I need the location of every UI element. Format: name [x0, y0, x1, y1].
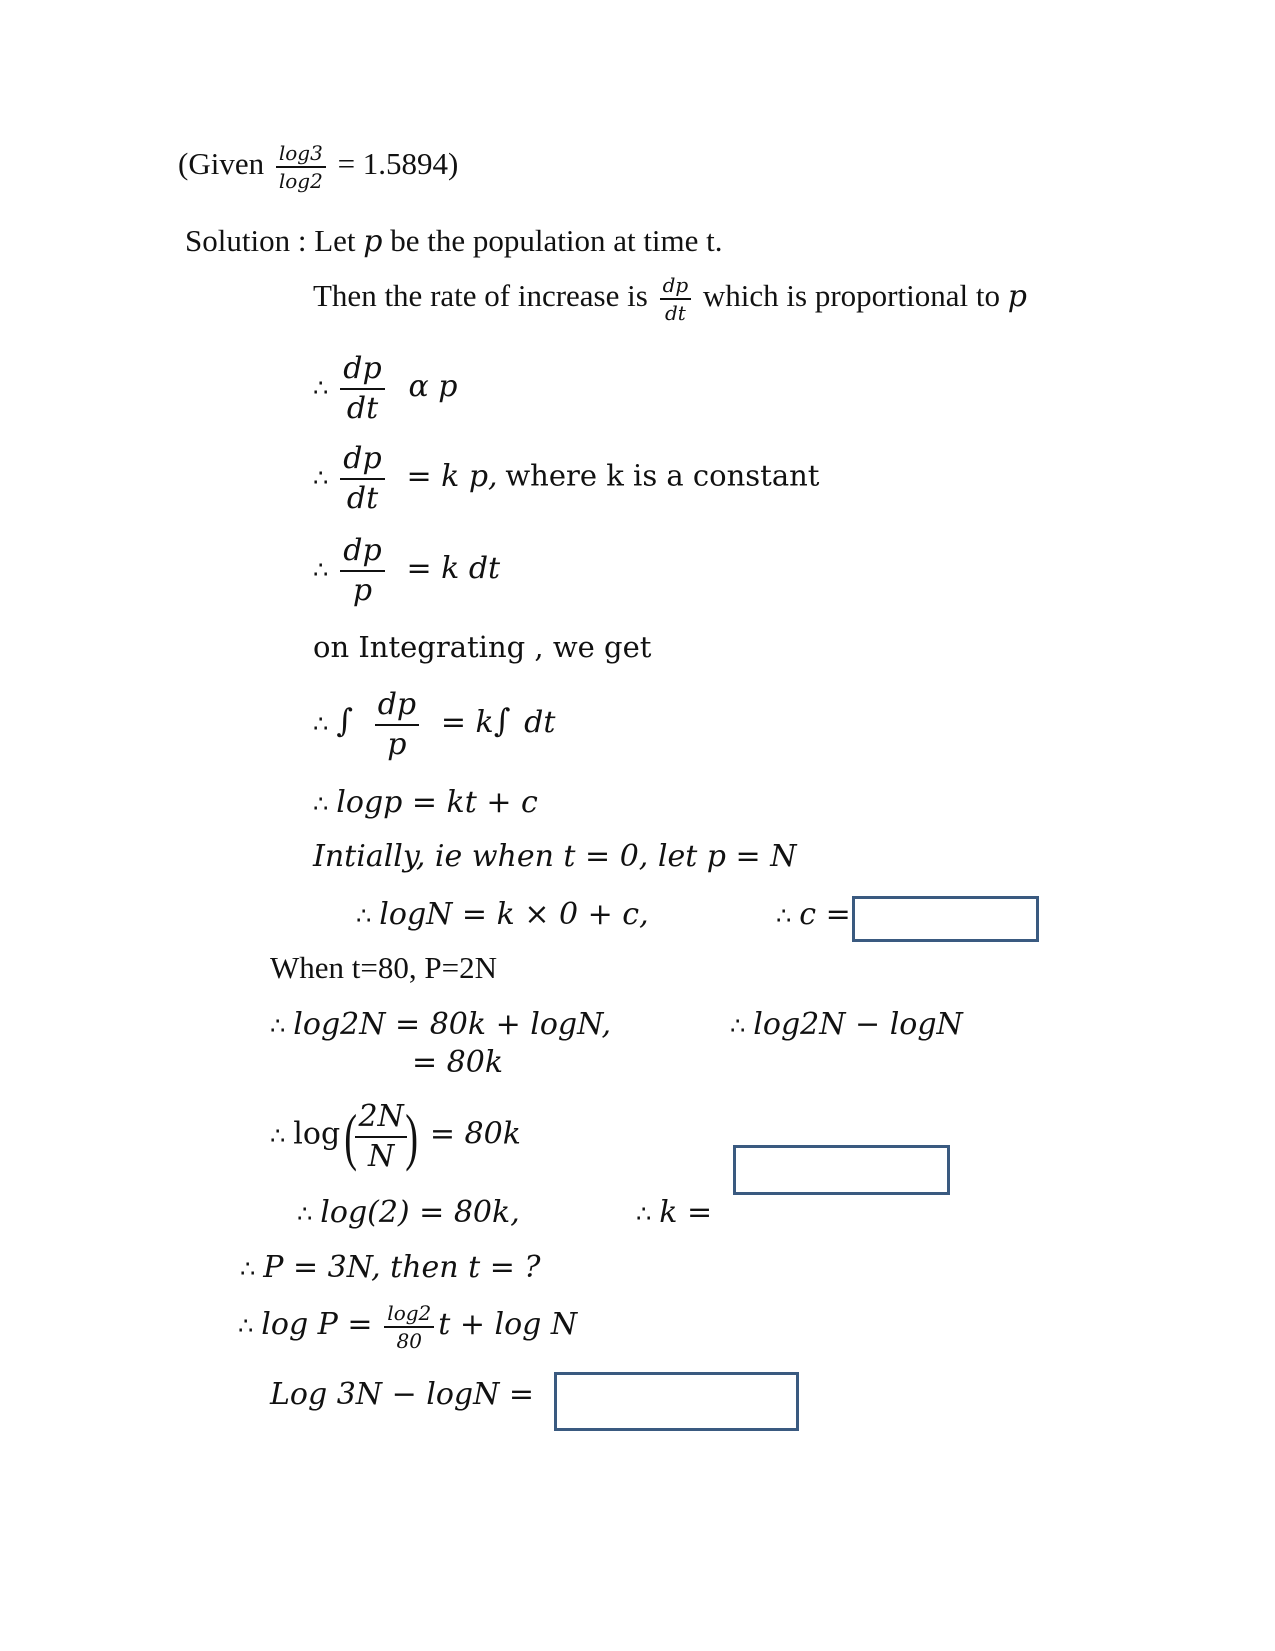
equation-body: logp = kt + c: [336, 785, 538, 820]
c-equals: c =: [799, 897, 851, 932]
equation-difference: [730, 1008, 963, 1040]
fraction-numerator: dp: [343, 351, 382, 386]
therefore-symbol: ∴: [270, 1012, 286, 1040]
given-value: = 1.5894): [337, 146, 459, 182]
equation-log2: [297, 1196, 520, 1228]
ratio-fraction: [355, 1098, 406, 1175]
c-answer-box[interactable]: [852, 896, 1039, 942]
integral-sign: ∫: [493, 701, 511, 740]
given-open: (Given: [178, 146, 265, 182]
c-answer-label: [776, 898, 851, 930]
therefore-symbol: ∴: [270, 1121, 286, 1150]
ratio-answer-box[interactable]: [733, 1145, 950, 1195]
equation-continuation: = 80k: [412, 1045, 504, 1080]
fraction-numerator: dp: [343, 533, 382, 568]
equation-general: [238, 1300, 577, 1354]
therefore-symbol: ∴: [313, 463, 329, 492]
fraction-denominator: log2: [278, 169, 323, 193]
fraction-numerator: log3: [278, 141, 323, 165]
initial-condition: Intially, ie when t = 0, let p = N: [313, 839, 797, 874]
equation-lhs: log P =: [261, 1307, 373, 1343]
therefore-symbol: ∴: [730, 1012, 746, 1040]
fraction-numerator: log2: [387, 1301, 432, 1325]
separation-fraction: [340, 532, 384, 609]
equation-doubling: [270, 1008, 611, 1040]
fraction-denominator: dt: [346, 390, 379, 426]
fraction-numerator: dp: [343, 441, 382, 476]
fraction-denominator: dt: [346, 480, 379, 516]
equation-body: logN = k × 0 + c,: [379, 897, 649, 932]
therefore-symbol: ∴: [356, 902, 372, 930]
equation-integral: [313, 686, 555, 763]
equation-body: log(2) = 80k,: [320, 1195, 520, 1230]
equation-constant: [313, 440, 819, 517]
rate-constant-fraction: [384, 1300, 434, 1354]
fraction-denominator: 80: [396, 1329, 422, 1353]
equation-ratio: [270, 1098, 521, 1175]
solution-line: [185, 225, 723, 257]
rate-line: [313, 272, 1027, 326]
equation-rhs: t + log N: [438, 1307, 578, 1343]
equation-note: where k is a constant: [505, 458, 820, 493]
left-parenthesis: (: [344, 1100, 358, 1172]
log-ratio-fraction: [276, 140, 326, 194]
therefore-symbol: ∴: [238, 1312, 254, 1341]
equation-tripling: [240, 1251, 541, 1283]
rate-middle: which is proportional to: [702, 278, 1000, 314]
k-answer-label: [636, 1196, 712, 1228]
integral-fraction: [375, 686, 419, 763]
fraction-denominator: p: [387, 726, 407, 762]
solution-prefix: Solution : Let: [185, 223, 356, 258]
fraction-denominator: N: [368, 1138, 395, 1174]
rate-prefix: Then the rate of increase is: [313, 278, 648, 314]
equation-log: [313, 786, 538, 818]
integrating-line: on Integrating , we get: [313, 630, 652, 664]
therefore-symbol: ∴: [313, 373, 329, 402]
derivative-fraction: [340, 440, 384, 517]
equation-initial: [356, 898, 649, 930]
equation-rhs: = k: [440, 704, 494, 740]
derivative-fraction: [340, 350, 384, 427]
equation-tail: dt: [524, 704, 556, 740]
given-line: [178, 140, 458, 194]
final-answer-box[interactable]: [554, 1372, 799, 1431]
k-equals: k =: [659, 1195, 713, 1230]
therefore-symbol: ∴: [313, 790, 329, 818]
fraction-numerator: dp: [662, 273, 689, 297]
therefore-symbol: ∴: [776, 902, 792, 930]
fraction-denominator: p: [352, 572, 373, 608]
equation-body: log2N = 80k + logN,: [293, 1007, 611, 1042]
rate-variable: p: [1007, 279, 1027, 315]
fraction-denominator: dt: [664, 301, 686, 325]
rate-fraction: [660, 272, 692, 326]
equation-separated: [313, 532, 500, 609]
population-variable: p: [363, 224, 383, 259]
equation-rhs: = k dt: [406, 550, 501, 586]
when-line: When t=80, P=2N: [270, 950, 497, 985]
log-function: log: [293, 1116, 341, 1152]
equation-proportional: [313, 350, 457, 427]
equation-body: log2N − logN: [753, 1007, 963, 1042]
equation-rhs: = k p,: [406, 458, 498, 494]
equation-body: P = 3N, then t = ?: [263, 1250, 541, 1285]
equation-rhs: α p: [408, 368, 458, 404]
therefore-symbol: ∴: [297, 1200, 313, 1228]
therefore-symbol: ∴: [313, 555, 329, 584]
fraction-numerator: dp: [377, 687, 417, 722]
therefore-symbol: ∴: [636, 1200, 652, 1228]
integral-sign: ∫: [336, 701, 353, 740]
fraction-numerator: 2N: [358, 1099, 404, 1134]
equation-final: Log 3N − logN =: [270, 1377, 535, 1412]
right-parenthesis: ): [405, 1100, 418, 1172]
therefore-symbol: ∴: [240, 1255, 256, 1283]
solution-rest: be the population at time t.: [390, 223, 723, 258]
therefore-symbol: ∴: [313, 709, 329, 738]
equation-rhs: = 80k: [429, 1116, 521, 1152]
